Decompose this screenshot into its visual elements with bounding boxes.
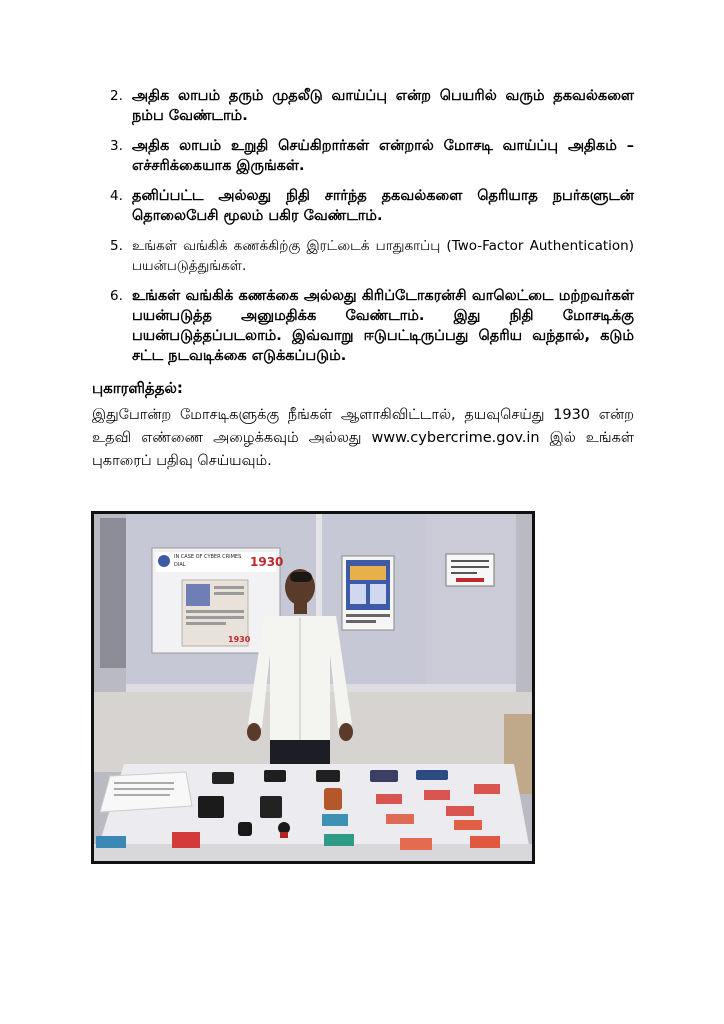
list-item-number: 2. <box>110 88 123 104</box>
complaint-heading: புகாரளித்தல்: <box>92 379 183 397</box>
list-item <box>110 286 634 366</box>
poster-dial: DIAL <box>174 562 186 568</box>
advice-list <box>110 86 634 376</box>
list-item-text: உங்கள் வங்கிக் கணக்கை அல்லது கிரிப்டோகரன்சி வாலெட்டை மற்றவர்கள் பயன்படுத்த அனுமதிக்க வேண்டாம். இது நிதி மோசடிக்கு பயன்படுத்தப்படலாம். இவ்வாறு ஈடுபட்டிருப்பது தெரிய வந்தால், கடும் சட்ட நடவடிக்கை எடுக்கப்படும். <box>132 288 634 364</box>
list-item <box>110 236 634 276</box>
list-item <box>110 136 634 176</box>
complaint-paragraph: இதுபோன்ற மோசடிகளுக்கு நீங்கள் ஆளாகிவிட்டால், தயவுசெய்து 1930 என்ற உதவி எண்ணை அழைக்கவும் அல்லது www.cybercrime.gov.in இல் உங்கள் புகாரைப் பதிவு செய்யவும். <box>92 407 634 469</box>
list-item <box>110 86 634 126</box>
poster-title: IN CASE OF CYBER CRIMES <box>174 554 242 560</box>
list-item-text: தனிப்பட்ட அல்லது நிதி சார்ந்த தகவல்களை தெரியாத நபர்களுடன் தொலைபேசி மூலம் பகிர வேண்டாம். <box>132 188 634 224</box>
list-item <box>110 186 634 226</box>
list-item-number: 6. <box>110 288 123 304</box>
list-item-number: 3. <box>110 138 123 154</box>
seized-items-photo <box>91 511 535 864</box>
list-item-number: 4. <box>110 188 123 204</box>
list-item-text: அதிக லாபம் உறுதி செய்கிறார்கள் என்றால் மோசடி வாய்ப்பு அதிகம் – எச்சரிக்கையாக இருங்கள். <box>132 138 634 174</box>
awareness-poster <box>342 556 394 630</box>
list-item-text: அதிக லாபம் தரும் முதலீடு வாய்ப்பு என்ற பெயரில் வரும் தகவல்களை நம்ப வேண்டாம். <box>132 88 634 124</box>
notice-board <box>446 554 494 586</box>
list-item-number: 5. <box>110 238 123 254</box>
list-item-text: உங்கள் வங்கிக் கணக்கிற்கு இரட்டைக் பாதுகாப்பு (Two-Factor Authentication) பயன்படுத்துங்கள். <box>132 238 634 274</box>
poster-helpline: 1930 <box>250 555 284 569</box>
poster-helpline-small: 1930 <box>228 635 251 644</box>
